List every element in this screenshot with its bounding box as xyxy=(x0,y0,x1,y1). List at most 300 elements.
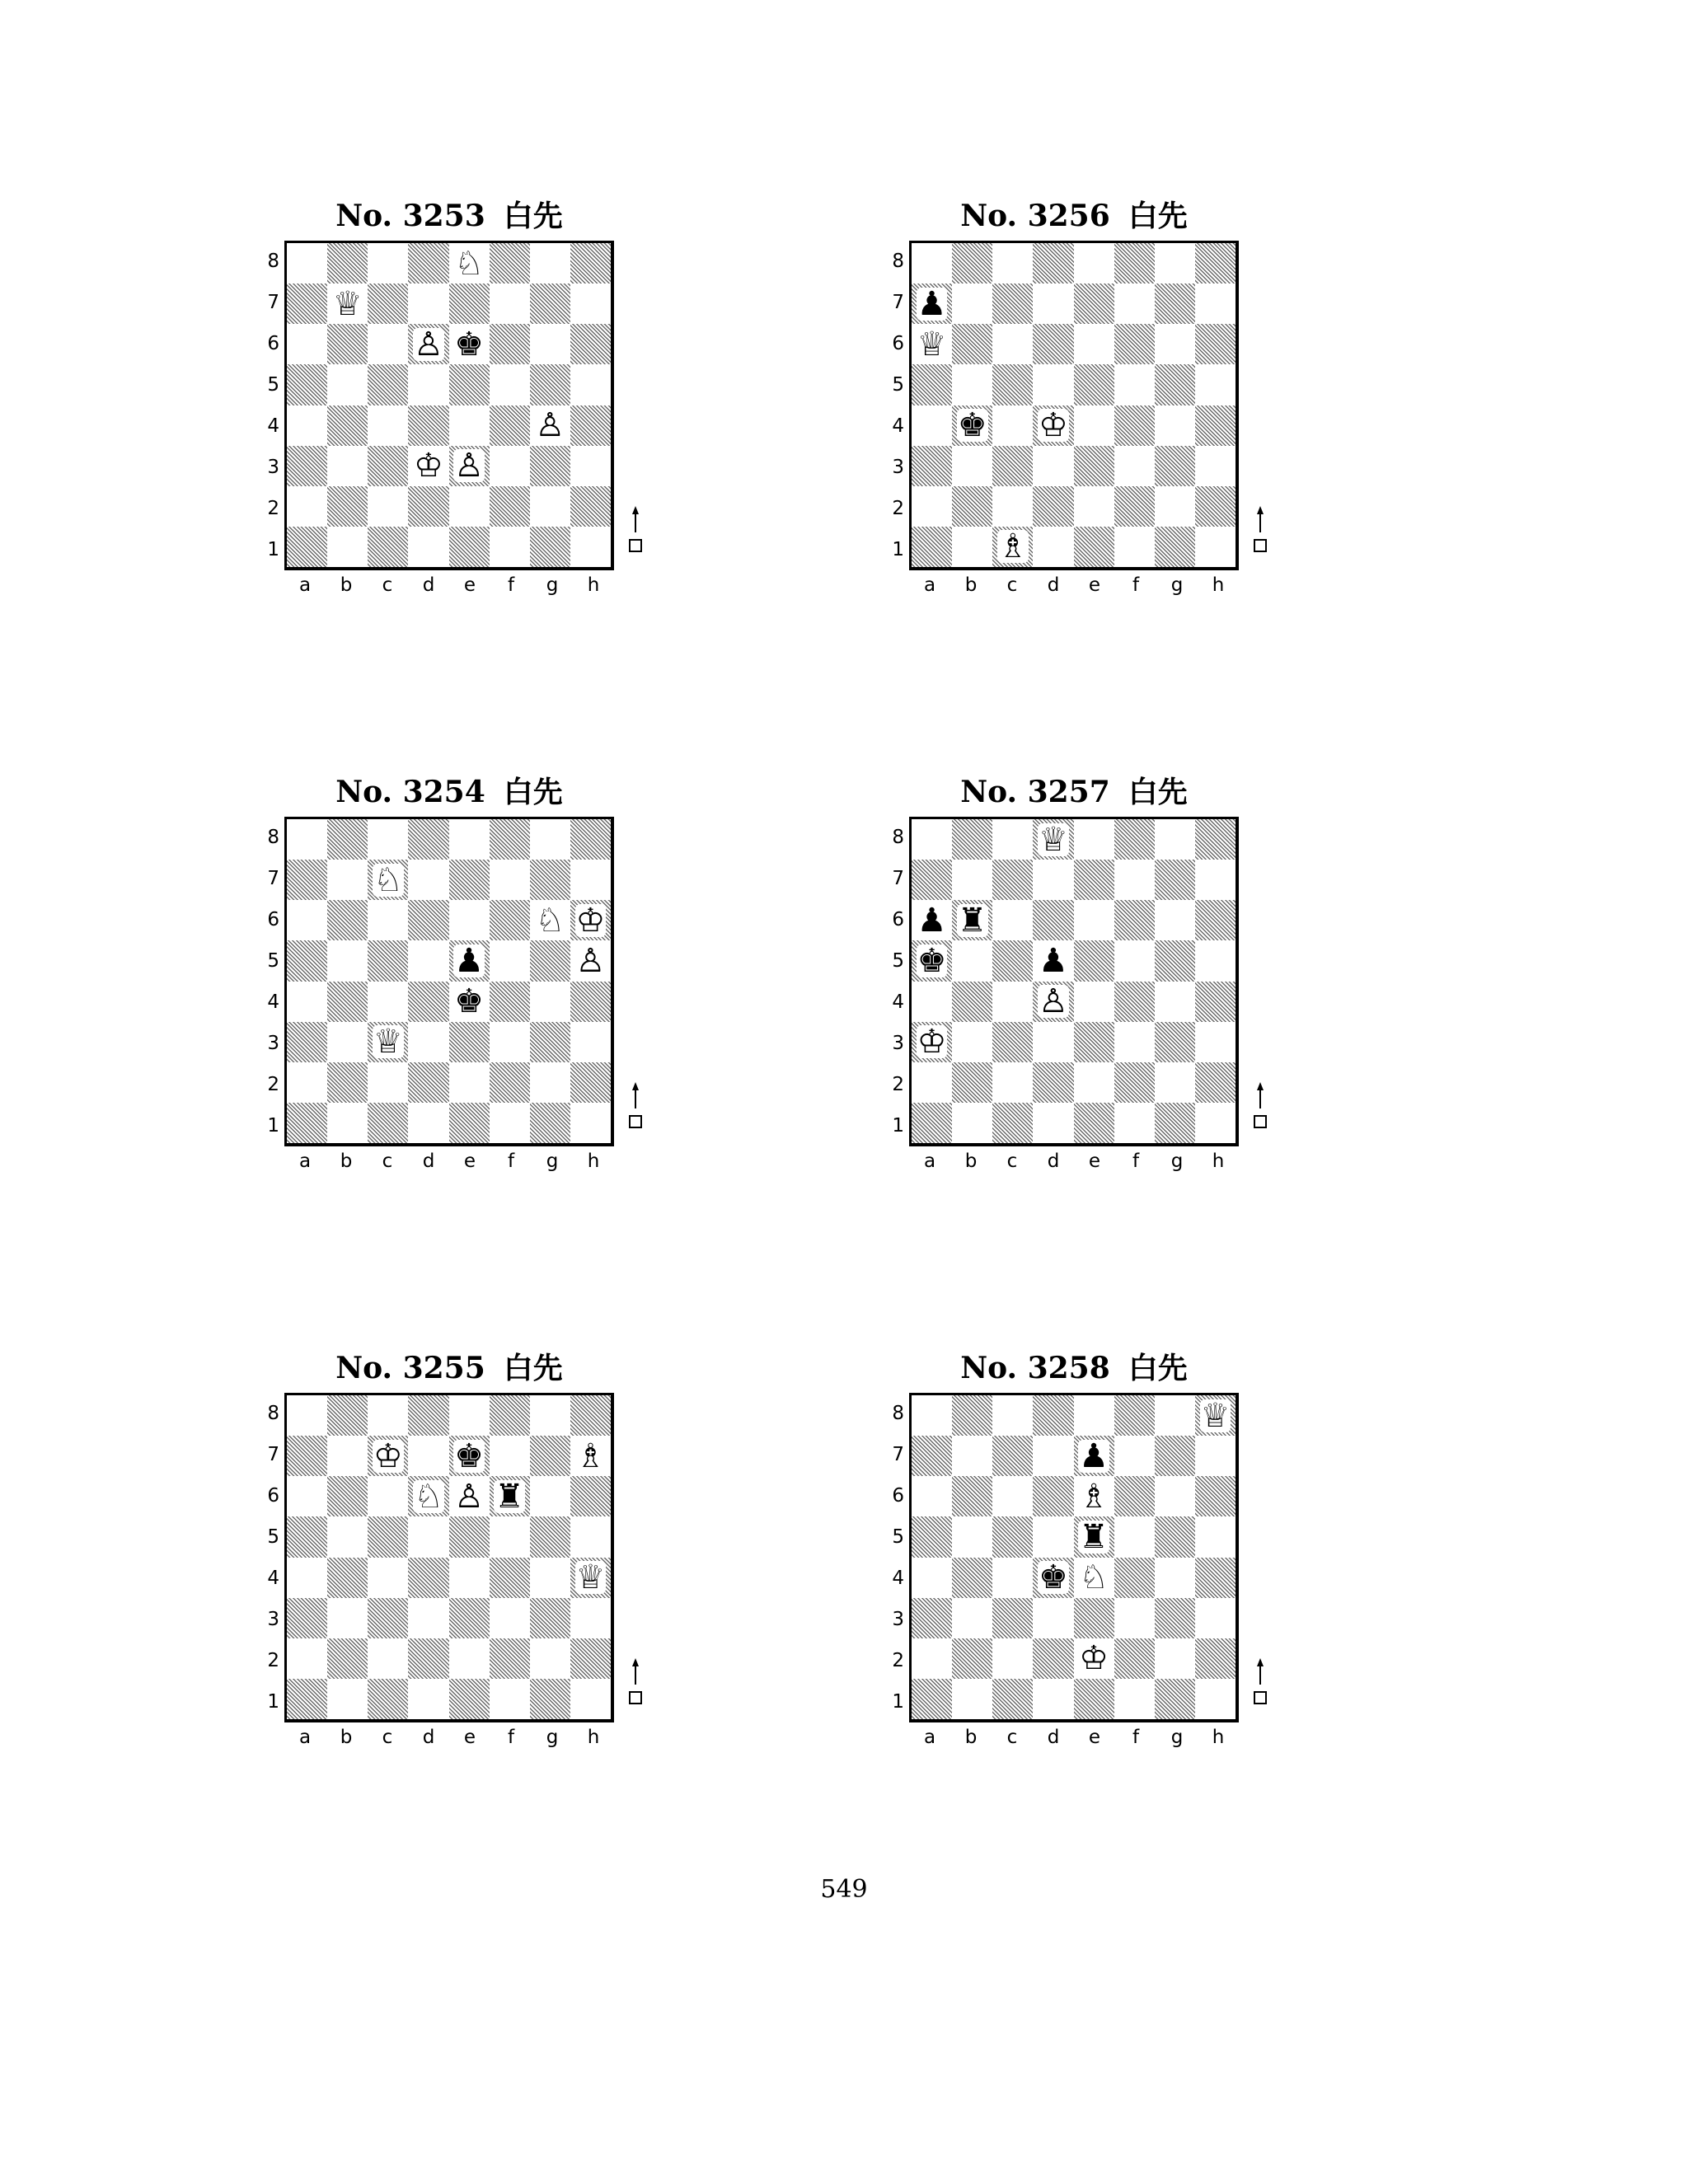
square-e6 xyxy=(449,324,490,364)
square-d6 xyxy=(1033,1476,1073,1516)
square-e7 xyxy=(449,1436,490,1476)
square-g5 xyxy=(530,364,570,405)
square-c2 xyxy=(992,1062,1033,1103)
white-king-icon: ♔ xyxy=(917,1023,947,1062)
square-h6 xyxy=(570,1476,611,1516)
square-h3 xyxy=(1195,446,1236,486)
side-to-move-label: 白先 xyxy=(1128,776,1188,809)
square-g3 xyxy=(1155,1022,1195,1062)
square-a1 xyxy=(287,1679,327,1719)
square-c3 xyxy=(992,1598,1033,1638)
square-h4 xyxy=(1195,982,1236,1022)
square-e8 xyxy=(449,1395,490,1436)
square-e1 xyxy=(1074,527,1114,567)
rank-label: 6 xyxy=(267,909,279,930)
square-g3 xyxy=(530,446,570,486)
black-king-icon: ♚ xyxy=(1039,1558,1068,1597)
square-g5 xyxy=(530,1516,570,1557)
white-queen-icon: ♕ xyxy=(332,284,363,323)
square-a6 xyxy=(287,900,327,940)
square-b8 xyxy=(327,243,368,284)
square-e3 xyxy=(449,1022,490,1062)
black-pawn-icon: ♟ xyxy=(1039,941,1068,980)
white-pawn-icon: ♙ xyxy=(414,325,443,363)
square-a8 xyxy=(912,1395,952,1436)
square-g3 xyxy=(530,1598,570,1638)
white-king-icon: ♔ xyxy=(575,901,606,940)
square-b1 xyxy=(952,527,992,567)
square-a3 xyxy=(912,446,952,486)
square-h1 xyxy=(1195,527,1236,567)
square-f4 xyxy=(1114,982,1155,1022)
square-g6 xyxy=(530,900,570,940)
square-b3 xyxy=(952,1598,992,1638)
square-e3 xyxy=(1074,446,1114,486)
square-b4 xyxy=(327,982,368,1022)
square-a4 xyxy=(287,405,327,446)
square-g6 xyxy=(1155,324,1195,364)
file-label: h xyxy=(1212,1151,1225,1172)
square-e5 xyxy=(1074,940,1114,981)
square-e8 xyxy=(1074,243,1114,284)
square-e5 xyxy=(1074,1516,1114,1557)
rank-label: 4 xyxy=(892,1568,904,1589)
rank-label: 7 xyxy=(267,868,279,889)
square-c7 xyxy=(368,860,408,900)
square-b8 xyxy=(952,819,992,860)
square-h1 xyxy=(1195,1103,1236,1143)
rank-label: 2 xyxy=(267,498,279,519)
square-e4 xyxy=(1074,1558,1114,1598)
white-to-move-icon xyxy=(627,504,644,554)
rank-label: 2 xyxy=(892,498,904,519)
square-h6 xyxy=(570,324,611,364)
square-b6 xyxy=(952,900,992,940)
square-c2 xyxy=(992,1638,1033,1679)
square-h1 xyxy=(570,527,611,567)
rank-label: 4 xyxy=(267,415,279,437)
square-b3 xyxy=(327,1022,368,1062)
square-d4 xyxy=(1033,1558,1073,1598)
file-label: b xyxy=(964,1151,978,1172)
square-b1 xyxy=(327,527,368,567)
square-f3 xyxy=(490,1598,530,1638)
square-f3 xyxy=(490,446,530,486)
rank-label: 1 xyxy=(267,1691,279,1713)
file-label: e xyxy=(1088,1151,1101,1172)
diagram-number: No. 3257 xyxy=(960,775,1110,809)
rank-label: 2 xyxy=(892,1650,904,1671)
file-label: g xyxy=(546,1727,559,1748)
square-b6 xyxy=(327,1476,368,1516)
square-d4 xyxy=(408,1558,448,1598)
square-b7 xyxy=(327,1436,368,1476)
square-f5 xyxy=(490,940,530,981)
puzzle-3254 xyxy=(243,767,655,1229)
square-e6 xyxy=(449,900,490,940)
rank-label: 5 xyxy=(892,950,904,972)
white-to-move-icon xyxy=(627,1080,644,1130)
square-a7 xyxy=(912,860,952,900)
rank-label: 5 xyxy=(267,1526,279,1548)
square-b8 xyxy=(327,819,368,860)
file-label: f xyxy=(1132,574,1140,596)
file-label: f xyxy=(507,1151,515,1172)
square-g8 xyxy=(1155,1395,1195,1436)
white-pawn-icon: ♙ xyxy=(454,1477,484,1516)
square-g1 xyxy=(530,1679,570,1719)
square-f8 xyxy=(490,1395,530,1436)
file-label: c xyxy=(382,1727,393,1748)
square-e3 xyxy=(1074,1598,1114,1638)
square-f8 xyxy=(490,819,530,860)
puzzle-3253 xyxy=(243,191,655,653)
white-knight-icon: ♘ xyxy=(1079,1558,1109,1597)
square-h8 xyxy=(570,1395,611,1436)
square-c4 xyxy=(368,1558,408,1598)
square-e3 xyxy=(449,1598,490,1638)
square-g4 xyxy=(1155,1558,1195,1598)
square-d2 xyxy=(408,1062,448,1103)
square-g3 xyxy=(1155,1598,1195,1638)
square-e2 xyxy=(1074,1638,1114,1679)
square-f2 xyxy=(1114,1638,1155,1679)
square-a2 xyxy=(287,486,327,527)
square-a6 xyxy=(287,1476,327,1516)
square-h4 xyxy=(1195,405,1236,446)
file-label: d xyxy=(422,574,435,596)
square-e1 xyxy=(1074,1103,1114,1143)
square-a1 xyxy=(287,1103,327,1143)
square-f4 xyxy=(1114,1558,1155,1598)
white-bishop-icon: ♗ xyxy=(1079,1477,1109,1516)
chess-board xyxy=(284,1393,614,1722)
square-h3 xyxy=(570,1598,611,1638)
square-g6 xyxy=(530,1476,570,1516)
square-e4 xyxy=(1074,405,1114,446)
square-d8 xyxy=(1033,819,1073,860)
square-g2 xyxy=(530,1062,570,1103)
square-f6 xyxy=(490,900,530,940)
file-label: e xyxy=(463,574,476,596)
square-c5 xyxy=(992,940,1033,981)
square-a6 xyxy=(912,1476,952,1516)
white-bishop-icon: ♗ xyxy=(575,1436,606,1475)
square-d2 xyxy=(408,486,448,527)
black-king-icon: ♚ xyxy=(454,325,484,363)
square-f2 xyxy=(1114,486,1155,527)
rank-label: 8 xyxy=(892,827,904,848)
square-h6 xyxy=(570,900,611,940)
square-g8 xyxy=(1155,819,1195,860)
square-e7 xyxy=(1074,860,1114,900)
square-c3 xyxy=(368,1022,408,1062)
square-h8 xyxy=(1195,243,1236,284)
diagram-title xyxy=(243,767,655,817)
square-e8 xyxy=(1074,819,1114,860)
rank-label: 8 xyxy=(892,251,904,272)
file-label: g xyxy=(1170,1727,1184,1748)
rank-label: 2 xyxy=(892,1074,904,1095)
square-d5 xyxy=(408,1516,448,1557)
square-c1 xyxy=(992,1679,1033,1719)
square-e6 xyxy=(1074,1476,1114,1516)
black-pawn-icon: ♟ xyxy=(917,901,947,940)
square-g4 xyxy=(530,982,570,1022)
square-f1 xyxy=(1114,1679,1155,1719)
square-e6 xyxy=(1074,324,1114,364)
square-b5 xyxy=(327,940,368,981)
square-d6 xyxy=(1033,324,1073,364)
square-a7 xyxy=(287,284,327,324)
square-d2 xyxy=(1033,1638,1073,1679)
square-b1 xyxy=(952,1103,992,1143)
square-c4 xyxy=(992,405,1033,446)
rank-label: 3 xyxy=(892,457,904,478)
rank-label: 6 xyxy=(267,1485,279,1507)
diagram-number: No. 3255 xyxy=(335,1351,485,1385)
square-b8 xyxy=(327,1395,368,1436)
white-pawn-icon: ♙ xyxy=(535,406,565,445)
square-d8 xyxy=(1033,243,1073,284)
file-label: c xyxy=(1006,574,1018,596)
square-e7 xyxy=(1074,1436,1114,1476)
black-rook-icon: ♜ xyxy=(957,901,987,940)
square-g1 xyxy=(1155,527,1195,567)
square-h8 xyxy=(570,243,611,284)
square-g7 xyxy=(530,860,570,900)
diagram-number: No. 3256 xyxy=(960,199,1110,233)
square-c8 xyxy=(992,243,1033,284)
rank-label: 1 xyxy=(892,1115,904,1137)
file-label: d xyxy=(1047,574,1060,596)
square-e4 xyxy=(449,405,490,446)
square-d8 xyxy=(408,819,448,860)
square-c3 xyxy=(992,446,1033,486)
rank-label: 3 xyxy=(267,1033,279,1054)
square-h3 xyxy=(1195,1022,1236,1062)
square-b7 xyxy=(327,284,368,324)
square-g1 xyxy=(530,1103,570,1143)
file-label: d xyxy=(422,1727,435,1748)
square-f3 xyxy=(1114,446,1155,486)
square-e8 xyxy=(449,819,490,860)
square-b1 xyxy=(952,1679,992,1719)
square-g6 xyxy=(1155,1476,1195,1516)
diagram-title xyxy=(868,1343,1280,1393)
file-label: f xyxy=(507,1727,515,1748)
square-d6 xyxy=(408,324,448,364)
rank-label: 3 xyxy=(267,457,279,478)
square-b7 xyxy=(952,1436,992,1476)
square-b4 xyxy=(952,982,992,1022)
file-label: a xyxy=(298,574,312,596)
square-h5 xyxy=(570,940,611,981)
square-a8 xyxy=(287,243,327,284)
rank-label: 7 xyxy=(892,1444,904,1465)
square-f7 xyxy=(490,1436,530,1476)
white-queen-icon: ♕ xyxy=(575,1558,606,1597)
white-king-icon: ♔ xyxy=(373,1436,403,1475)
square-g4 xyxy=(530,1558,570,1598)
square-b4 xyxy=(327,1558,368,1598)
square-f5 xyxy=(490,1516,530,1557)
square-g7 xyxy=(1155,1436,1195,1476)
square-c3 xyxy=(368,1598,408,1638)
puzzle-3257 xyxy=(868,767,1280,1229)
square-f4 xyxy=(490,982,530,1022)
rank-label: 8 xyxy=(267,1403,279,1424)
rank-label: 8 xyxy=(892,1403,904,1424)
square-d3 xyxy=(408,1598,448,1638)
square-a8 xyxy=(287,1395,327,1436)
file-label: g xyxy=(1170,574,1184,596)
rank-label: 3 xyxy=(892,1033,904,1054)
square-d5 xyxy=(1033,940,1073,981)
square-d1 xyxy=(1033,527,1073,567)
square-f2 xyxy=(1114,1062,1155,1103)
square-c4 xyxy=(368,405,408,446)
rank-label: 6 xyxy=(892,333,904,354)
rank-label: 2 xyxy=(267,1650,279,1671)
square-g4 xyxy=(1155,405,1195,446)
black-pawn-icon: ♟ xyxy=(454,941,484,980)
diagram-title xyxy=(243,1343,655,1393)
square-h7 xyxy=(570,284,611,324)
square-a2 xyxy=(912,1062,952,1103)
square-e1 xyxy=(449,527,490,567)
rank-label: 3 xyxy=(892,1609,904,1630)
square-g8 xyxy=(530,1395,570,1436)
rank-label: 7 xyxy=(892,292,904,313)
square-c4 xyxy=(368,982,408,1022)
square-g5 xyxy=(1155,940,1195,981)
file-label: b xyxy=(964,1727,978,1748)
square-h5 xyxy=(1195,940,1236,981)
square-h5 xyxy=(1195,1516,1236,1557)
side-to-move-label: 白先 xyxy=(1128,199,1188,233)
square-c5 xyxy=(992,1516,1033,1557)
square-a5 xyxy=(912,940,952,981)
square-b6 xyxy=(952,1476,992,1516)
square-c5 xyxy=(368,364,408,405)
file-label: b xyxy=(340,574,353,596)
white-queen-icon: ♕ xyxy=(1200,1396,1231,1435)
file-label: d xyxy=(1047,1727,1060,1748)
square-h1 xyxy=(570,1103,611,1143)
file-label: a xyxy=(923,574,936,596)
square-b3 xyxy=(952,1022,992,1062)
square-f1 xyxy=(490,527,530,567)
square-a1 xyxy=(912,527,952,567)
side-to-move-label: 白先 xyxy=(1128,1352,1188,1385)
square-a1 xyxy=(912,1679,952,1719)
square-a2 xyxy=(287,1062,327,1103)
square-d4 xyxy=(408,982,448,1022)
square-d3 xyxy=(408,446,448,486)
square-a5 xyxy=(287,940,327,981)
white-bishop-icon: ♗ xyxy=(997,527,1028,566)
file-label: g xyxy=(546,1151,559,1172)
square-h8 xyxy=(1195,1395,1236,1436)
square-c7 xyxy=(992,860,1033,900)
square-c5 xyxy=(368,1516,408,1557)
square-g7 xyxy=(1155,860,1195,900)
white-knight-icon: ♘ xyxy=(454,244,484,283)
square-g2 xyxy=(530,486,570,527)
square-f2 xyxy=(490,1062,530,1103)
square-e8 xyxy=(1074,1395,1114,1436)
black-rook-icon: ♜ xyxy=(495,1477,525,1516)
black-pawn-icon: ♟ xyxy=(1079,1436,1109,1475)
square-g8 xyxy=(1155,243,1195,284)
side-to-move-label: 白先 xyxy=(503,776,563,809)
square-e2 xyxy=(449,486,490,527)
rank-label: 1 xyxy=(267,1115,279,1137)
square-f8 xyxy=(1114,819,1155,860)
square-g2 xyxy=(1155,1638,1195,1679)
rank-label: 8 xyxy=(267,827,279,848)
diagram-title xyxy=(868,767,1280,817)
square-h4 xyxy=(570,982,611,1022)
square-a4 xyxy=(912,982,952,1022)
square-f7 xyxy=(1114,860,1155,900)
rank-label: 4 xyxy=(267,1568,279,1589)
square-g8 xyxy=(530,819,570,860)
diagram-number: No. 3258 xyxy=(960,1351,1110,1385)
square-c1 xyxy=(368,1679,408,1719)
square-e3 xyxy=(449,446,490,486)
rank-label: 4 xyxy=(267,991,279,1013)
square-h7 xyxy=(1195,860,1236,900)
square-a6 xyxy=(912,324,952,364)
square-c5 xyxy=(992,364,1033,405)
square-a3 xyxy=(912,1022,952,1062)
square-d3 xyxy=(1033,446,1073,486)
square-h4 xyxy=(1195,1558,1236,1598)
square-a3 xyxy=(912,1598,952,1638)
square-f7 xyxy=(1114,1436,1155,1476)
square-a7 xyxy=(287,1436,327,1476)
square-b1 xyxy=(327,1103,368,1143)
square-a2 xyxy=(912,1638,952,1679)
square-e2 xyxy=(449,1062,490,1103)
square-c1 xyxy=(992,527,1033,567)
file-label: b xyxy=(964,574,978,596)
square-e5 xyxy=(449,1516,490,1557)
square-d2 xyxy=(1033,486,1073,527)
square-b5 xyxy=(327,364,368,405)
square-g2 xyxy=(530,1638,570,1679)
square-e5 xyxy=(449,364,490,405)
square-g1 xyxy=(1155,1679,1195,1719)
square-h7 xyxy=(1195,284,1236,324)
square-b4 xyxy=(952,1558,992,1598)
square-f5 xyxy=(1114,1516,1155,1557)
square-d6 xyxy=(1033,900,1073,940)
square-a1 xyxy=(287,527,327,567)
file-label: d xyxy=(422,1151,435,1172)
rank-label: 6 xyxy=(892,1485,904,1507)
square-f5 xyxy=(1114,940,1155,981)
square-c1 xyxy=(368,1103,408,1143)
page-number: 549 xyxy=(820,1875,868,1904)
white-pawn-icon: ♙ xyxy=(575,941,606,980)
file-label: d xyxy=(1047,1151,1060,1172)
file-label: e xyxy=(463,1727,476,1748)
square-f8 xyxy=(490,243,530,284)
square-f6 xyxy=(490,324,530,364)
